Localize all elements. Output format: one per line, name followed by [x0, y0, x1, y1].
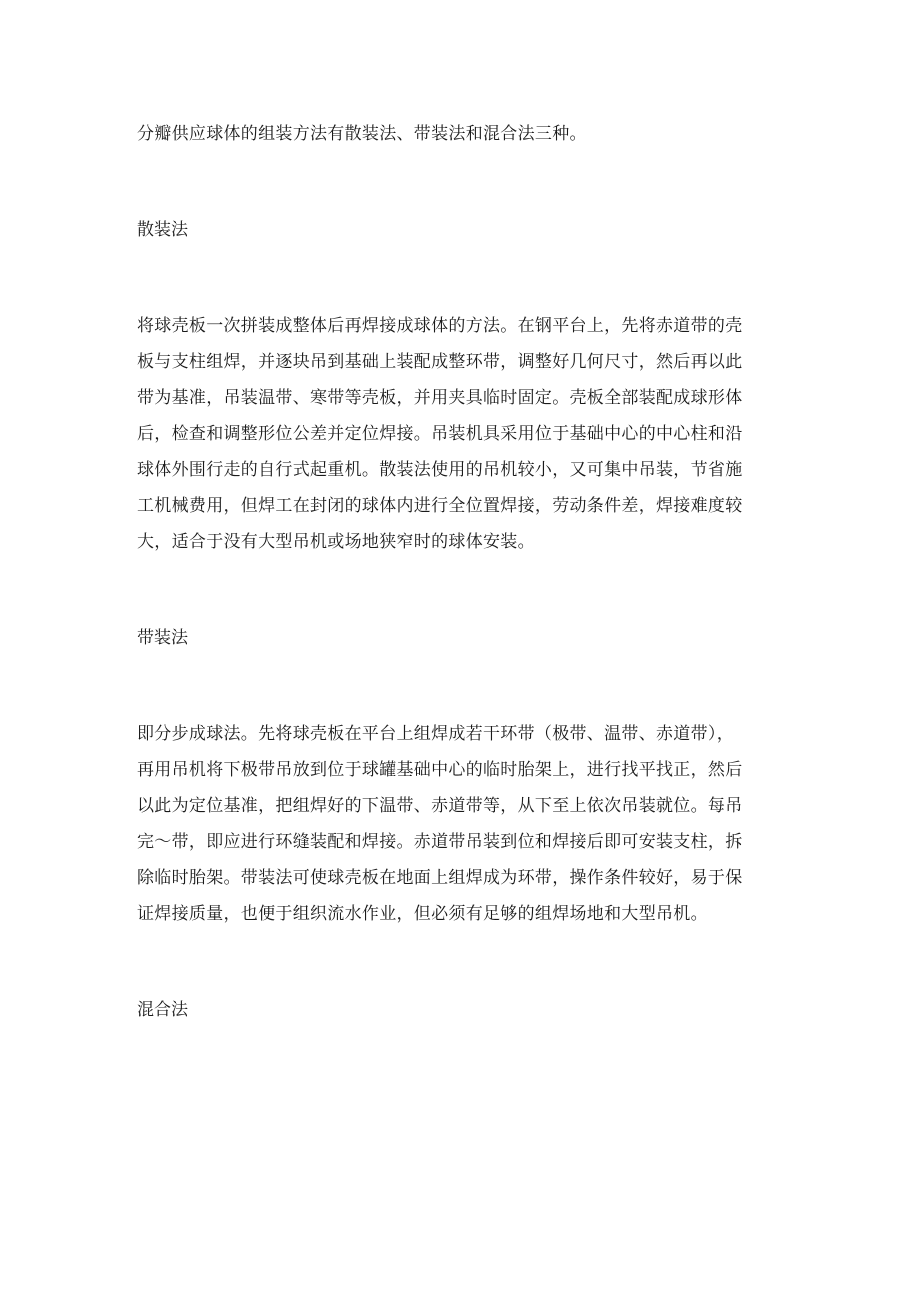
paragraph-line: 即分步成球法。先将球壳板在平台上组焊成若干环带（极带、温带、赤道带）， [137, 724, 734, 744]
paragraph-line: 大，适合于没有大型吊机或场地狭窄时的球体安装。 [137, 532, 535, 552]
section-paragraph-scattered-assembly [137, 308, 797, 560]
document-body [137, 116, 797, 1028]
paragraph-line: 带为基准，吊装温带、寒带等壳板，并用夹具临时固定。壳板全部装配成球形体 [137, 388, 743, 408]
paragraph-line: 证焊接质量，也便于组织流水作业，但必须有足够的组焊场地和大型吊机。 [137, 904, 708, 924]
section-heading-mixed-assembly: 混合法 [137, 1000, 188, 1020]
paragraph-line: 将球壳板一次拼装成整体后再焊接成球体的方法。在钢平台上，先将赤道带的壳 [137, 316, 743, 336]
paragraph-line: 除临时胎架。带装法可使球壳板在地面上组焊成为环带，操作条件较好，易于保 [137, 868, 743, 888]
section-heading-scattered-assembly: 散装法 [137, 220, 188, 240]
paragraph-line: 球体外围行走的自行式起重机。散装法使用的吊机较小，又可集中吊装，节省施 [137, 460, 743, 480]
intro-paragraph: 分瓣供应球体的组装方法有散装法、带装法和混合法三种。 [137, 124, 587, 144]
paragraph-line: 完～带，即应进行环缝装配和焊接。赤道带吊装到位和焊接后即可安装支柱，拆 [137, 832, 743, 852]
section-paragraph-belt-assembly [137, 716, 797, 932]
paragraph-line: 板与支柱组焊，并逐块吊到基础上装配成整环带，调整好几何尺寸，然后再以此 [137, 352, 743, 372]
paragraph-line: 工机械费用，但焊工在封闭的球体内进行全位置焊接，劳动条件差，焊接难度较 [137, 496, 743, 516]
paragraph-line: 后，检查和调整形位公差并定位焊接。吊装机具采用位于基础中心的中心柱和沿 [137, 424, 743, 444]
paragraph-line: 以此为定位基准，把组焊好的下温带、赤道带等，从下至上依次吊装就位。每吊 [137, 796, 743, 816]
section-heading-belt-assembly: 带装法 [137, 628, 188, 648]
paragraph-line: 再用吊机将下极带吊放到位于球罐基础中心的临时胎架上，进行找平找正，然后 [137, 760, 743, 780]
